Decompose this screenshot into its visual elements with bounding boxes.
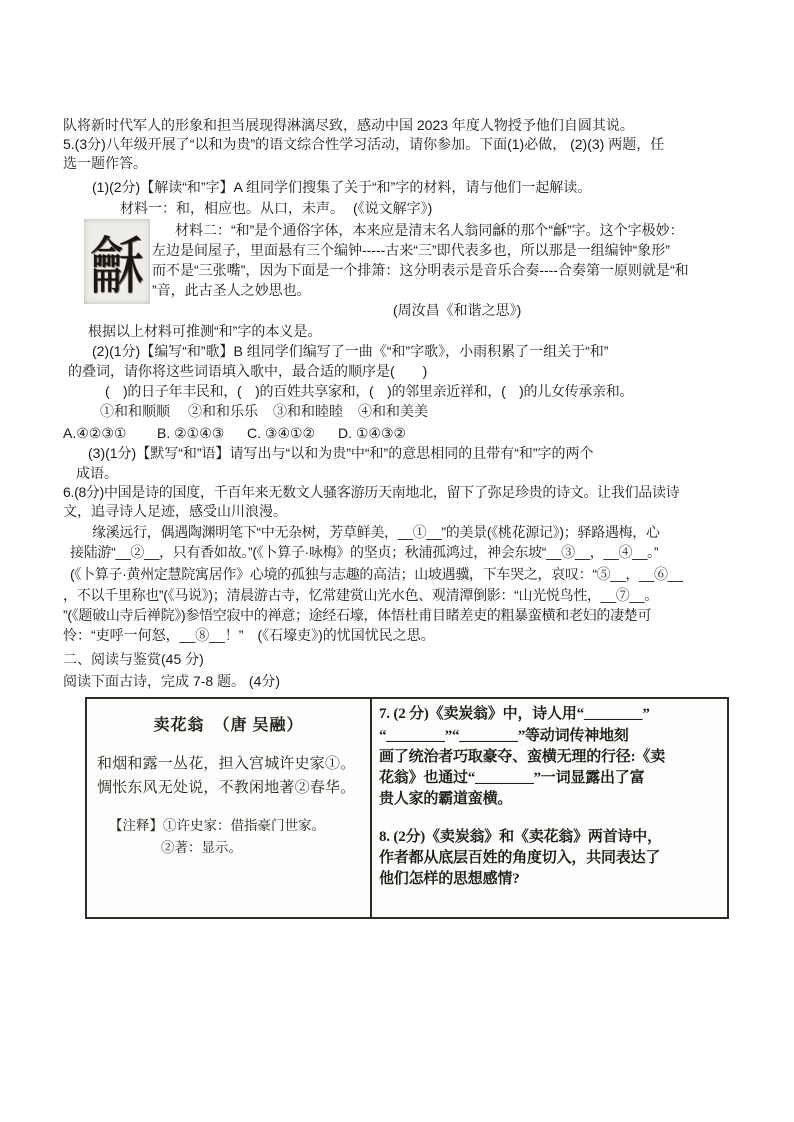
- reading-table: [85, 697, 729, 919]
- question-6-stem-line-2: 文，追寻诗人足迹，感受山川浪漫。: [63, 503, 287, 519]
- song-fill-line: ( )的日子年丰民和，( )的百姓共享家和，( )的邻里亲近祥和，( )的儿女传承亲和。: [105, 383, 634, 399]
- question-6-body-line-6: 怜：“吏呼一何怒，__⑧__！” (《石壕吏》)的忧国忧民之思。: [63, 627, 435, 643]
- question-6-body-line-1: 缘溪远行，偶遇陶渊明笔下“中无杂树，芳草鲜美，__①__”的美景(《桃花源记》)；驿路遇梅，心: [92, 524, 660, 540]
- material-1-source: (《说文解字》): [353, 200, 433, 216]
- section-2-instruction: 阅读下面古诗，完成 7-8 题。 (4分): [63, 673, 281, 689]
- choice-d: D. ①④③②: [338, 425, 407, 441]
- material-2-line-3: 而不是“三张嘴”，因为下面是一个排箫：这分明表示是音乐合奏----合奏第一原则就是“和: [152, 262, 689, 278]
- question-8-line-1: 8. (2分)《卖炭翁》和《卖花翁》两首诗中，: [379, 829, 662, 845]
- intro-line: 队将新时代军人的形象和担当展现得淋漓尽致，感动中国 2023 年度人物授予他们自圆其说。: [63, 117, 634, 133]
- poem-cell: [87, 699, 370, 917]
- seal-character: 龢: [90, 232, 144, 302]
- material-2-line-2: 左边是间屋子，里面悬有三个编钟-----古来“三”即代表多也，所以那是一组编钟“象形”: [152, 242, 670, 258]
- material-1-text: 材料一：和，相应也。从口，未声。: [120, 200, 344, 216]
- question-5-1-prompt: (1)(2分)【解读“和”字】A 组同学们搜集了关于“和”字的材料，请与他们一起解读。: [92, 179, 592, 195]
- question-7-line-1: 7. (2 分)《卖炭翁》中，诗人用“________”: [379, 706, 650, 722]
- question-8-line-2: 作者都从底层百姓的角度切入，共同表达了: [379, 850, 661, 866]
- poem-note-2: ②著：显示。: [161, 840, 242, 855]
- choice-c: C. ③④①②: [247, 425, 316, 441]
- section-2-heading: 二、阅读与鉴赏(45 分): [63, 651, 204, 667]
- seal-script-image: [84, 219, 150, 304]
- poem-note-1: 【注释】①许史家：借指豪门世家。: [109, 818, 325, 833]
- question-5-2-prompt-line-1: (2)(1分)【编写“和”歌】B 组同学们编写了一曲《“和”字歌》，小雨积累了一组关于“和”: [92, 343, 609, 359]
- material-2-line-4: ”音，此古圣人之妙思也。: [152, 282, 311, 298]
- question-5-stem-line-1: 5.(3分)八年级开展了“以和为贵”的语文综合性学习活动，请你参加。下面(1)必做， (2)(3) 两题，任: [63, 136, 665, 152]
- question-6-body-line-5: ”(《题破山寺后禅院》)参悟空寂中的禅意；途经石壕，体悟杜甫目睹差吏的粗暴蛮横和老妇的凄楚可: [63, 607, 652, 623]
- question-8-line-3: 他们怎样的思想感情?: [379, 871, 520, 887]
- material-2-line-1: 材料二：“和”是个通俗字体，本来应是清末名人翁同龢的那个“龢”字。这个字极妙：: [175, 222, 684, 238]
- poem-title: 卖花翁 （唐 吴融）: [153, 717, 304, 734]
- word-option-3: ③和和睦睦: [273, 403, 343, 419]
- word-option-1: ①和和顺顺: [100, 403, 170, 419]
- choice-a: A.④②③①: [63, 425, 127, 441]
- question-6-body-line-4: ，不以千里称也”(《马说》)；清晨游古寺，忆常建赏山光水色、观清潭倒影：“山光悦鸟性，__⑦__。: [63, 587, 659, 603]
- question-6-body-line-2: 接陆游“__②__，只有香如故。”(《卜算子·咏梅》的坚贞；秋浦孤鸿过，神会东坡“__③__，__④__。”: [70, 544, 659, 560]
- question-5-3-prompt-line-2: 成语。: [76, 465, 118, 481]
- question-5-1-inference: 根据以上材料可推测“和”字的本义是。: [88, 323, 322, 339]
- choice-b: B. ②①④③: [157, 425, 225, 441]
- question-7-line-4: 花翁》也通过“________”一词显露出了富: [379, 770, 645, 786]
- question-7-line-2: “________”“________”等动词传神地刻: [379, 728, 629, 744]
- material-2-source: (周汝昌《和谐之思》): [393, 302, 522, 318]
- questions-cell: [372, 699, 731, 917]
- word-option-4: ④和和美美: [358, 403, 428, 419]
- question-5-stem-line-2: 选一题作答。: [63, 155, 147, 171]
- question-5-2-prompt-line-2: 的叠词，请你将这些词语填入歌中，最合适的顺序是( ): [68, 363, 428, 379]
- question-6-stem-line-1: 6.(8分)中国是诗的国度，千百年来无数文人骚客游历天南地北，留下了弥足珍贵的诗文。让我们品读诗: [63, 484, 680, 500]
- poem-line-1: 和烟和露一丛花，担入宫城许史家①。: [97, 756, 356, 772]
- question-6-body-line-3: (《卜算子·黄州定慧院寓居作》心境的孤独与志趣的高洁；山坡遇骥，下车哭之，哀叹：“⑤__，__⑥__: [70, 566, 683, 582]
- question-7-line-5: 贵人家的霸道蛮横。: [379, 791, 513, 807]
- question-5-3-prompt-line-1: (3)(1分)【默写“和”语】请写出与“以和为贵”中“和”的意思相同的且带有“和”字的两个: [88, 445, 594, 461]
- word-option-2: ②和和乐乐: [188, 403, 258, 419]
- poem-line-2: 惆怅东风无处说，不教闲地著②春华。: [97, 780, 356, 796]
- question-7-line-3: 画了统治者巧取豪夺、蛮横无理的行径:《卖: [379, 749, 665, 765]
